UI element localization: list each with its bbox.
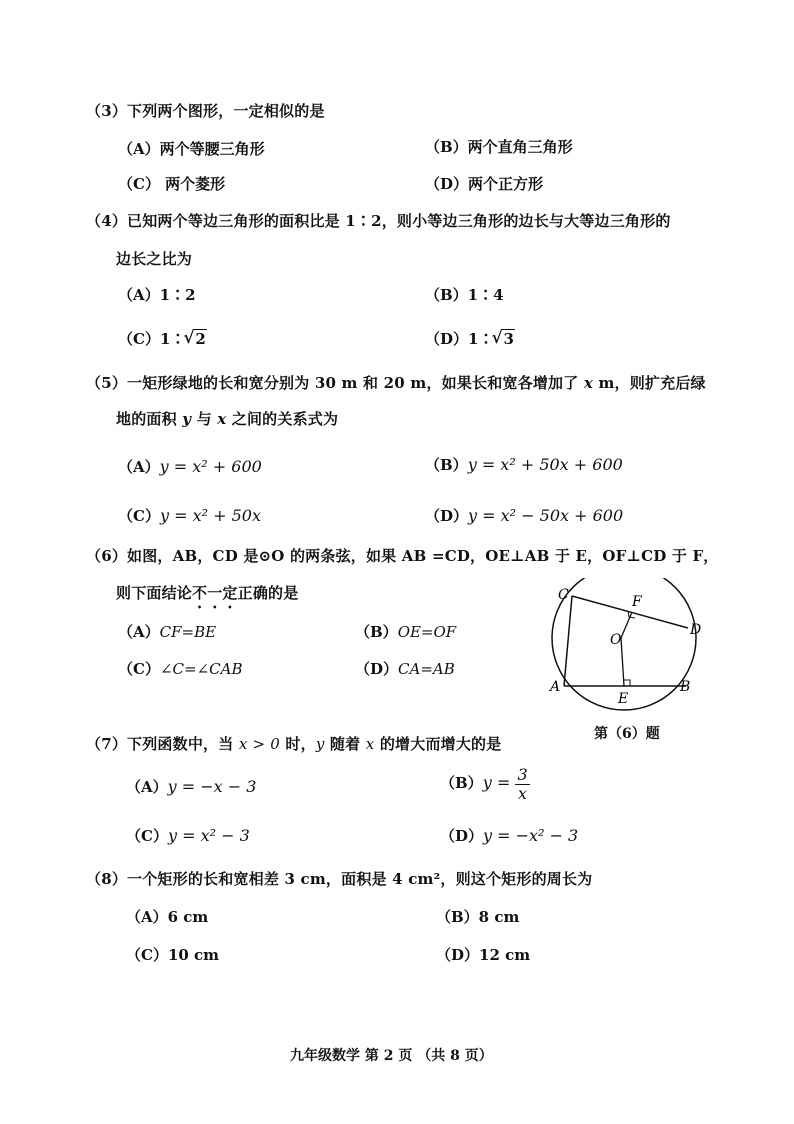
q5-stem-text-2: m，则扩充后绿 [593, 374, 706, 392]
label-e: E [618, 691, 629, 707]
q5-var-x2: x [217, 410, 227, 428]
q6-stem-emphasis: 不一定 [192, 584, 238, 602]
q5-option-d-expr: y = x² − 50x + 600 [468, 506, 624, 525]
q5-option-d-label: （D） [425, 507, 469, 525]
label-b: B [680, 679, 691, 695]
q6-option-d [355, 660, 455, 678]
q6-option-b-label: （B） [355, 623, 398, 641]
q7-option-a [126, 777, 256, 796]
q8-option-b: （B）8 cm [436, 908, 520, 926]
q7-option-b-fraction [515, 766, 529, 802]
q4-option-c-prefix: （C）1∶ [118, 330, 186, 348]
q7-var-y: y [315, 735, 325, 753]
label-a: A [550, 679, 561, 695]
q7-stem-text-3: 随着 [324, 735, 366, 753]
q5-option-d [425, 506, 623, 525]
q5-option-c-label: （C） [118, 507, 160, 525]
q5-var-x: x [583, 374, 594, 392]
q6-option-c-label: （C） [118, 660, 160, 678]
q6-stem-line2 [116, 584, 298, 612]
q4-option-a: （A）1∶2 [118, 286, 196, 304]
segment-ca [564, 596, 572, 686]
q7-var-x: x [365, 735, 375, 753]
q5-stem-text-4: 与 [191, 410, 218, 428]
page-footer: 九年级数学 第 2 页 （共 8 页） [290, 1048, 493, 1064]
q8-option-a: （A）6 cm [126, 908, 209, 926]
q4-stem-line2: 边长之比为 [116, 250, 193, 268]
q6-option-d-label: （D） [355, 660, 399, 678]
q7-option-b-lhs: y = [482, 773, 511, 793]
q3-option-c: （C） 两个菱形 [118, 175, 226, 193]
q6-figure-caption: 第（6）题 [594, 726, 660, 742]
q6-option-d-expr: CA=AB [398, 660, 455, 678]
q3-stem: （3）下列两个图形，一定相似的是 [86, 102, 325, 120]
q4-option-d [425, 330, 515, 348]
q5-option-b [425, 455, 623, 474]
q6-option-a [118, 623, 216, 641]
q6-stem-text-1: 则下面结论 [116, 584, 193, 602]
q6-stem-text-2: 正确的是 [237, 584, 299, 602]
q8-option-d: （D）12 cm [436, 946, 531, 964]
q7-option-d-label: （D） [440, 827, 484, 845]
q5-option-a-label: （A） [118, 458, 160, 476]
q6-option-b-expr: OE=OF [397, 623, 457, 641]
q6-option-a-label: （A） [118, 623, 160, 641]
q6-option-b [355, 623, 456, 641]
q4-option-d-prefix: （D）1∶ [425, 330, 494, 348]
fraction-denominator: x [518, 783, 528, 803]
q7-stem-text-4: 的增大而增大的是 [374, 735, 502, 753]
q4-option-d-radicand: 3 [503, 330, 514, 348]
q5-option-c [118, 506, 261, 525]
q7-stem-text-2: 时， [279, 735, 316, 753]
q6-option-c-expr: ∠C=∠CAB [159, 660, 243, 678]
q8-stem: （8）一个矩形的长和宽相差 3 cm，面积是 4 cm²，则这个矩形的周长为 [86, 870, 593, 888]
q8-option-c: （C）10 cm [126, 946, 220, 964]
q6-circle-figure [540, 578, 720, 718]
q3-option-d: （D）两个正方形 [425, 175, 544, 193]
label-d: D [690, 622, 702, 638]
q7-option-a-label: （A） [126, 778, 168, 796]
q7-option-d [440, 826, 578, 845]
q7-option-b-label: （B） [440, 774, 483, 793]
q4-option-c [118, 330, 207, 348]
q3-option-b: （B）两个直角三角形 [425, 138, 573, 156]
q7-option-c-label: （C） [126, 827, 168, 845]
q5-stem-line2 [116, 410, 338, 428]
q5-option-b-expr: y = x² + 50x + 600 [467, 455, 623, 474]
q5-stem-text-3: 地的面积 [116, 410, 183, 428]
sqrt-symbol [185, 330, 206, 348]
q5-option-b-label: （B） [425, 456, 468, 474]
q4-option-c-radicand: 2 [195, 330, 206, 348]
q7-stem [86, 735, 501, 753]
q5-stem-text-1: （5）一矩形绿地的长和宽分别为 30 m 和 20 m，如果长和宽各增加了 [86, 374, 584, 392]
q4-stem-line1: （4）已知两个等边三角形的面积比是 1∶2，则小等边三角形的边长与大等边三角形的 [86, 212, 671, 230]
label-o: O [610, 632, 622, 648]
sqrt-symbol [493, 330, 514, 348]
q7-condition: x > 0 [238, 735, 280, 753]
q5-stem-text-5: 之间的关系式为 [226, 410, 339, 428]
q3-option-a: （A）两个等腰三角形 [118, 140, 265, 158]
q7-stem-text-1: （7）下列函数中，当 [86, 735, 239, 753]
q5-option-a-expr: y = x² + 600 [159, 457, 262, 476]
q7-option-b [440, 766, 530, 802]
fraction-numerator: 3 [517, 765, 528, 784]
label-f: F [632, 594, 642, 610]
q7-option-d-expr: y = −x² − 3 [483, 826, 579, 845]
q6-option-c [118, 660, 242, 678]
q5-option-c-expr: y = x² + 50x [159, 506, 261, 525]
q4-option-b: （B）1∶4 [425, 286, 504, 304]
q5-var-y: y [182, 410, 192, 428]
right-angle-mark-e [624, 680, 630, 686]
segment-of [621, 612, 632, 638]
q5-stem-line1 [86, 374, 706, 392]
q7-option-c [126, 826, 250, 845]
q6-option-a-expr: CF=BE [159, 623, 217, 641]
q5-option-a [118, 457, 262, 476]
label-c: C [558, 587, 569, 603]
chord-cd [572, 596, 688, 628]
q7-option-a-expr: y = −x − 3 [167, 777, 257, 796]
q7-option-c-expr: y = x² − 3 [167, 826, 250, 845]
q6-stem-line1: （6）如图，AB，CD 是⊙O 的两条弦，如果 AB =CD，OE⊥AB 于 E，OF⊥CD 于 F， [86, 547, 719, 565]
